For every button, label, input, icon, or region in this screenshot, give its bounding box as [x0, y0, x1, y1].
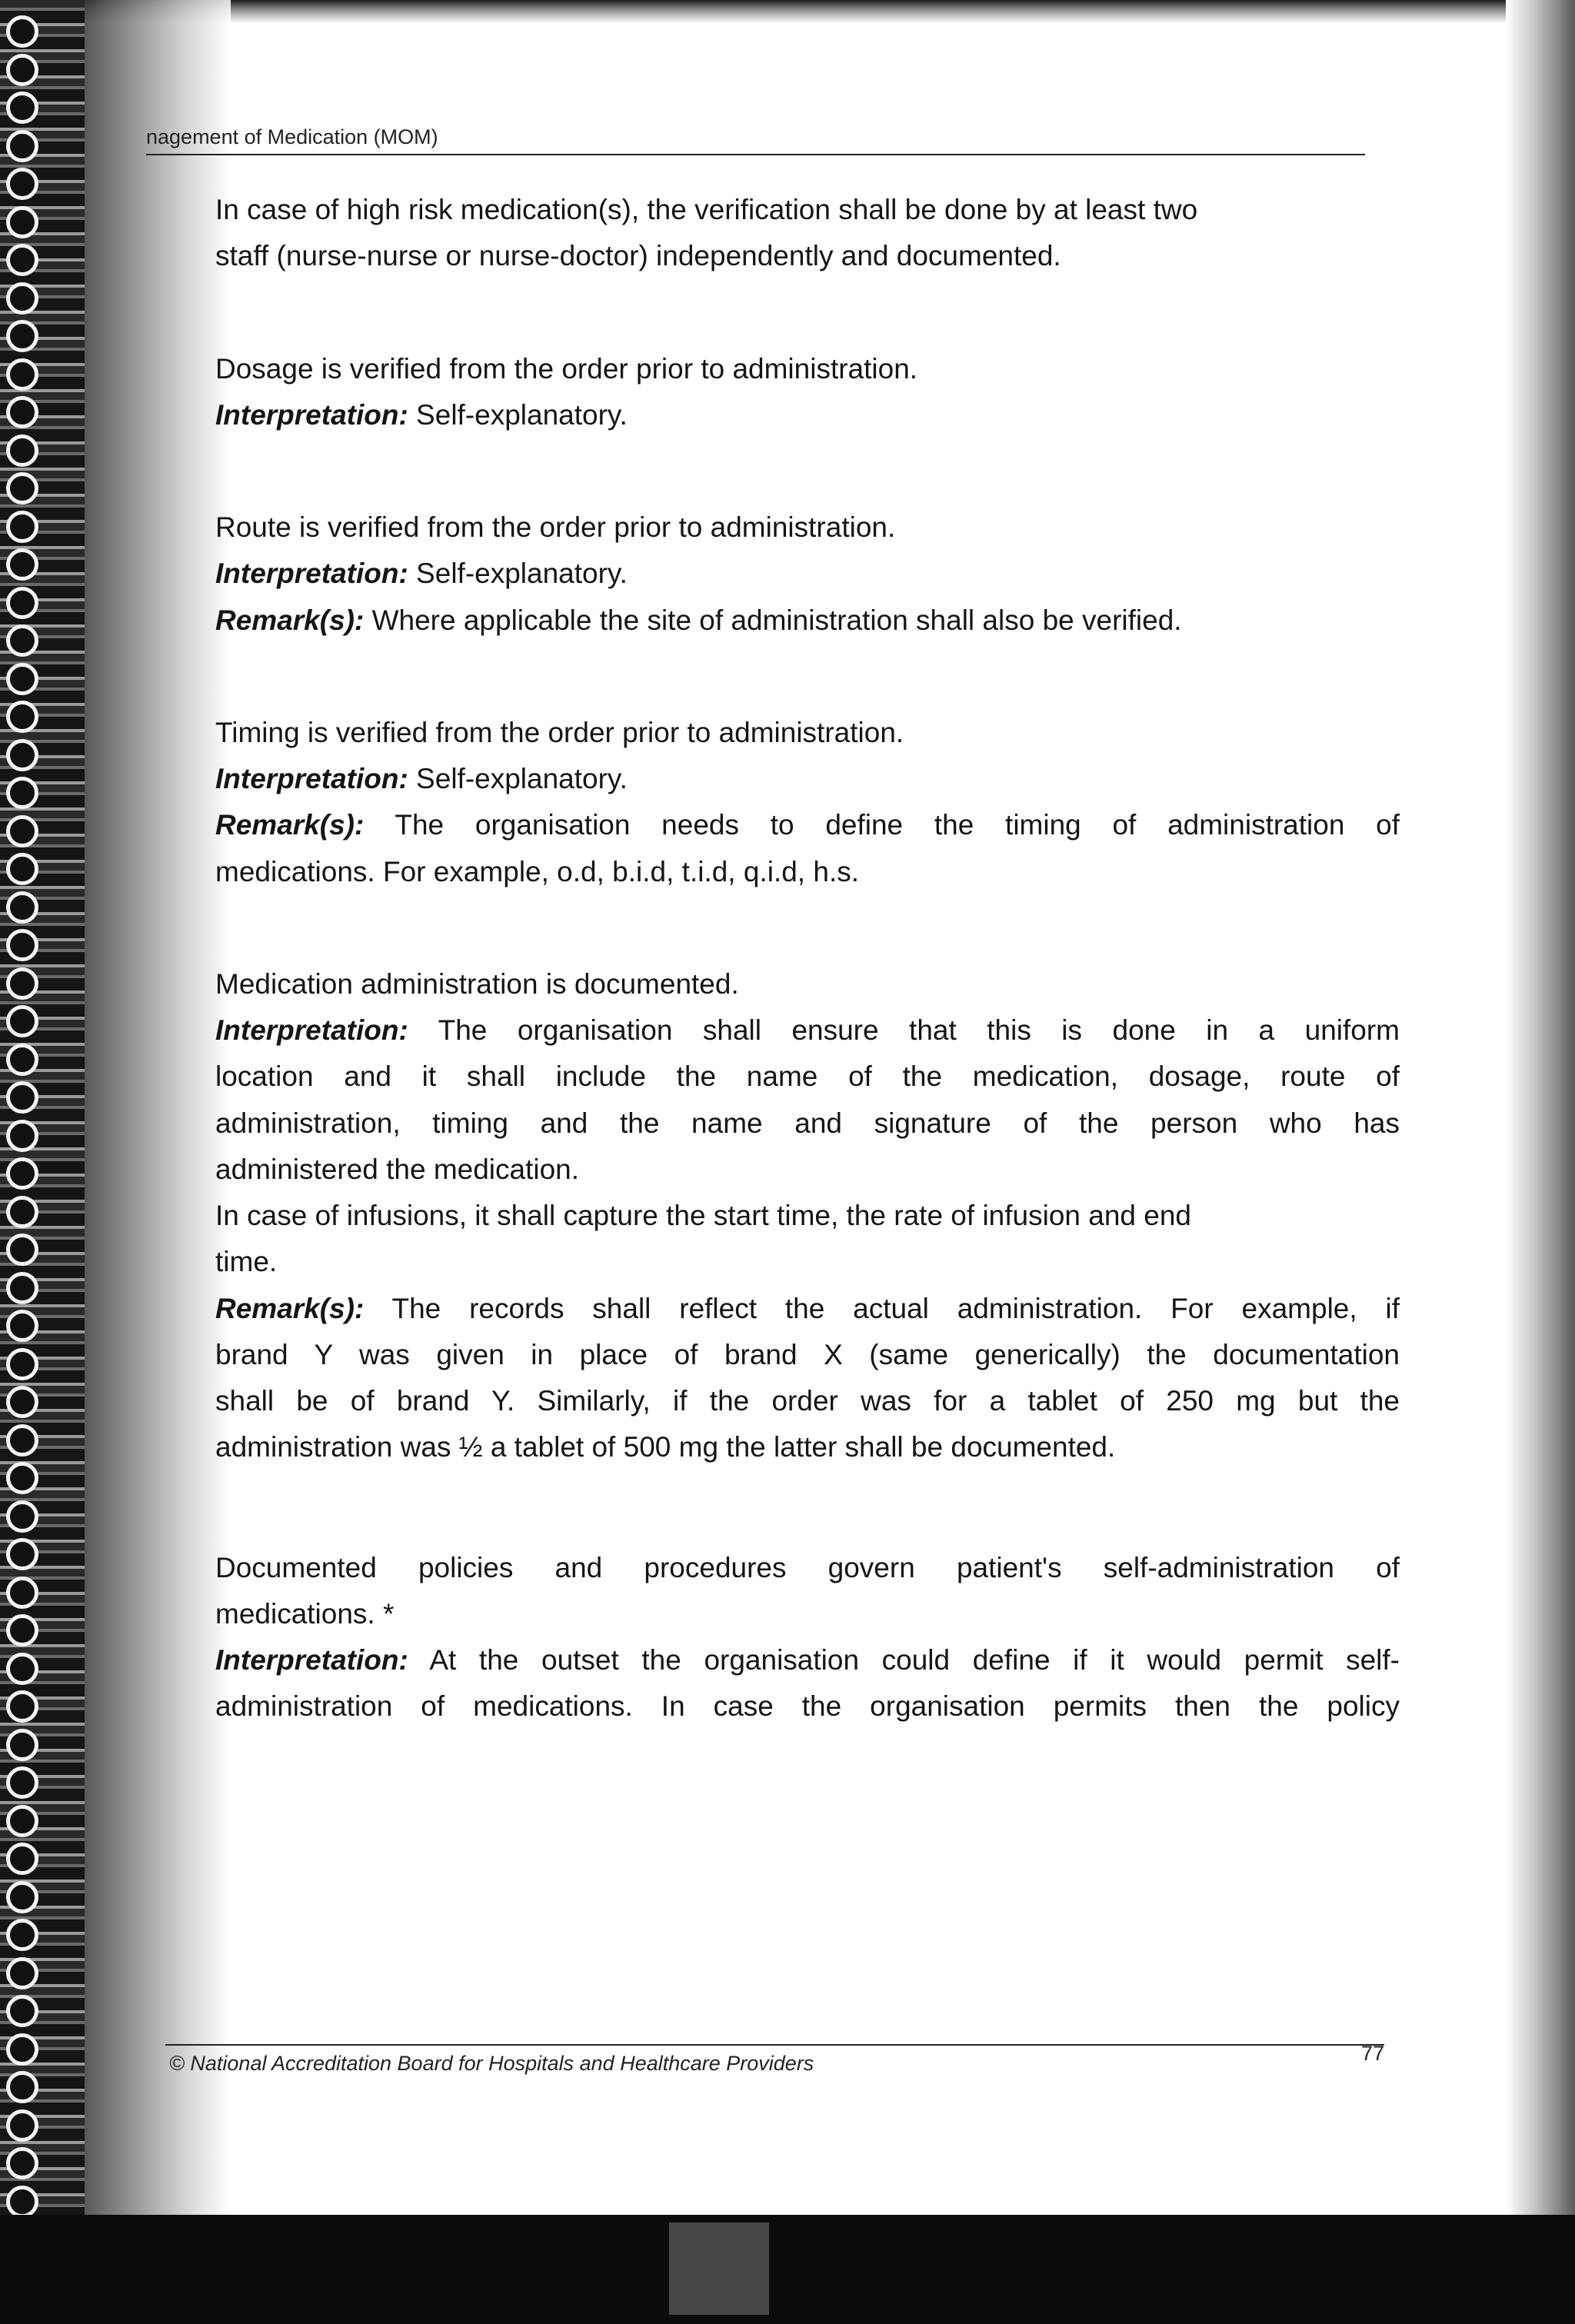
binding-ring — [6, 587, 38, 619]
binding-ring — [6, 1157, 38, 1190]
para6-interp-line1 — [215, 1643, 1400, 1678]
binding-ring — [6, 853, 38, 885]
para6-statement-line1: Documented policies and procedures govern patient's self-administration of — [215, 1551, 1400, 1583]
binding-ring — [6, 1462, 38, 1494]
remark-text: Where applicable the site of administration shall also be verified. — [364, 604, 1182, 636]
binding-ring — [6, 168, 38, 200]
scan-top-edge — [0, 0, 1575, 23]
binding-ring — [6, 206, 38, 238]
binding-ring — [6, 1310, 38, 1342]
para5-remark-line4: administration was ½ a tablet of 500 mg the latter shall be documented. — [215, 1431, 1116, 1463]
binding-ring — [6, 130, 38, 162]
remark-text: The organisation needs to define the timing of administration of — [364, 809, 1400, 841]
interpretation-text: Self-explanatory. — [408, 398, 628, 431]
binding-ring — [6, 1044, 38, 1076]
binding-ring — [6, 2033, 38, 2066]
scan-right-edge — [1506, 0, 1575, 2215]
binding-ring — [6, 1881, 38, 1913]
para2-statement: Dosage is verified from the order prior to administration. — [215, 352, 918, 385]
para4-interpretation — [215, 761, 1400, 797]
binding-ring — [6, 1729, 38, 1761]
interpretation-label: Interpretation: — [215, 1014, 408, 1046]
binding-ring — [6, 1196, 38, 1228]
binding-ring — [6, 1995, 38, 2027]
binding-ring — [6, 54, 38, 86]
binding-ring — [6, 2147, 38, 2179]
binding-ring — [6, 435, 38, 467]
binding-ring — [6, 1081, 38, 1114]
para1-line1: In case of high risk medication(s), the verification shall be done by at least two — [215, 194, 1198, 225]
spacer — [215, 890, 1400, 967]
binding-ring — [6, 1614, 38, 1646]
para5-infusion-line2: time. — [215, 1246, 278, 1278]
binding-ring — [6, 1805, 38, 1837]
binding-ring — [6, 1500, 38, 1533]
remark-label: Remark(s): — [215, 604, 365, 636]
footer-rule — [165, 2044, 1384, 2046]
binding-ring — [6, 701, 38, 733]
binding-ring — [6, 1234, 38, 1266]
binding-ring — [6, 2071, 38, 2103]
binding-ring — [6, 1957, 38, 1989]
scan-bottom-notch — [669, 2222, 769, 2315]
page-content — [215, 192, 1400, 1725]
binding-ring — [6, 2186, 38, 2218]
binding-ring — [6, 1272, 38, 1304]
spacer — [215, 275, 1400, 351]
para5-interp-line1 — [215, 1013, 1400, 1048]
para5-infusion-line1: In case of infusions, it shall capture the start time, the rate of infusion and end — [215, 1200, 1192, 1231]
para3-statement: Route is verified from the order prior to administration. — [215, 511, 896, 543]
para4-remark-line1 — [215, 807, 1400, 843]
interpretation-text: Self-explanatory. — [408, 763, 628, 794]
para5-remark-line3: shall be of brand Y. Similarly, if the order was for a tablet of 250 mg but the — [215, 1385, 1400, 1417]
spacer — [215, 638, 1400, 715]
binding-ring — [6, 15, 38, 48]
para5-interp-line4: administered the medication. — [215, 1153, 580, 1185]
binding-ring — [6, 1120, 38, 1152]
para4-remark-line2: medications. For example, o.d, b.i.d, t.i.d, q.i.d, h.s. — [215, 855, 859, 887]
interpretation-text: The organisation shall ensure that this is done in a uniform — [408, 1014, 1400, 1046]
spiral-binding — [0, 0, 85, 2324]
remark-label: Remark(s): — [215, 1292, 365, 1324]
binding-ring — [6, 967, 38, 1000]
binding-ring — [6, 282, 38, 315]
binding-ring — [6, 396, 38, 428]
para3-interpretation — [215, 556, 1400, 591]
binding-ring — [6, 815, 38, 847]
interpretation-label: Interpretation: — [215, 398, 408, 431]
binding-ring — [6, 1348, 38, 1380]
binding-ring — [6, 358, 38, 391]
binding-ring — [6, 1424, 38, 1457]
binding-ring — [6, 511, 38, 543]
para5-statement: Medication administration is documented. — [215, 967, 739, 1000]
interpretation-text: At the outset the organisation could define if it would permit self- — [408, 1644, 1400, 1676]
interpretation-label: Interpretation: — [215, 763, 408, 794]
binding-ring — [6, 891, 38, 924]
para3-remark — [215, 603, 1400, 638]
binding-ring — [6, 777, 38, 809]
para5-interp-line2: location and it shall include the name of the medication, dosage, route of — [215, 1060, 1400, 1093]
remark-label: Remark(s): — [215, 809, 365, 841]
binding-ring — [6, 92, 38, 124]
binding-rings — [6, 15, 52, 2315]
binding-ring — [6, 1653, 38, 1685]
binding-ring — [6, 1843, 38, 1875]
binding-ring — [6, 663, 38, 695]
para4-statement: Timing is verified from the order prior to administration. — [215, 716, 904, 748]
para6-interp-line2: administration of medications. In case the organisation permits then the policy — [215, 1690, 1400, 1723]
para6-statement-line2: medications. * — [215, 1597, 395, 1630]
running-header: nagement of Medication (MOM) — [146, 125, 1365, 155]
para2-interpretation — [215, 398, 1400, 433]
interpretation-label: Interpretation: — [215, 558, 408, 590]
para1-line2: staff (nurse-nurse or nurse-doctor) independently and documented. — [215, 240, 1061, 272]
binding-ring — [6, 624, 38, 657]
binding-ring — [6, 739, 38, 771]
binding-ring — [6, 929, 38, 961]
para5-remark-line2: brand Y was given in place of brand X (same generically) the documentation — [215, 1338, 1400, 1370]
binding-ring — [6, 472, 38, 504]
footer-publisher: © National Accreditation Board for Hospitals and Healthcare Providers — [169, 2052, 814, 2075]
binding-ring — [6, 1690, 38, 1723]
binding-ring — [6, 244, 38, 276]
scan-gutter-shadow — [85, 0, 231, 2215]
interpretation-label: Interpretation: — [215, 1644, 408, 1676]
binding-ring — [6, 1766, 38, 1799]
binding-ring — [6, 1538, 38, 1570]
page-number: 77 — [1361, 2042, 1385, 2065]
remark-text: The records shall reflect the actual administration. For example, if — [364, 1292, 1400, 1324]
binding-ring — [6, 1577, 38, 1609]
binding-ring — [6, 1386, 38, 1418]
para5-interp-line3: administration, timing and the name and signature of the person who has — [215, 1107, 1400, 1139]
spacer — [215, 433, 1400, 510]
binding-ring — [6, 548, 38, 581]
scan-bottom-bar — [0, 2215, 1575, 2324]
binding-ring — [6, 1005, 38, 1037]
spacer — [215, 1466, 1400, 1550]
binding-ring — [6, 2109, 38, 2142]
binding-ring — [6, 320, 38, 352]
binding-ring — [6, 1919, 38, 1951]
interpretation-text: Self-explanatory. — [408, 558, 628, 590]
para5-remark-line1 — [215, 1291, 1400, 1327]
